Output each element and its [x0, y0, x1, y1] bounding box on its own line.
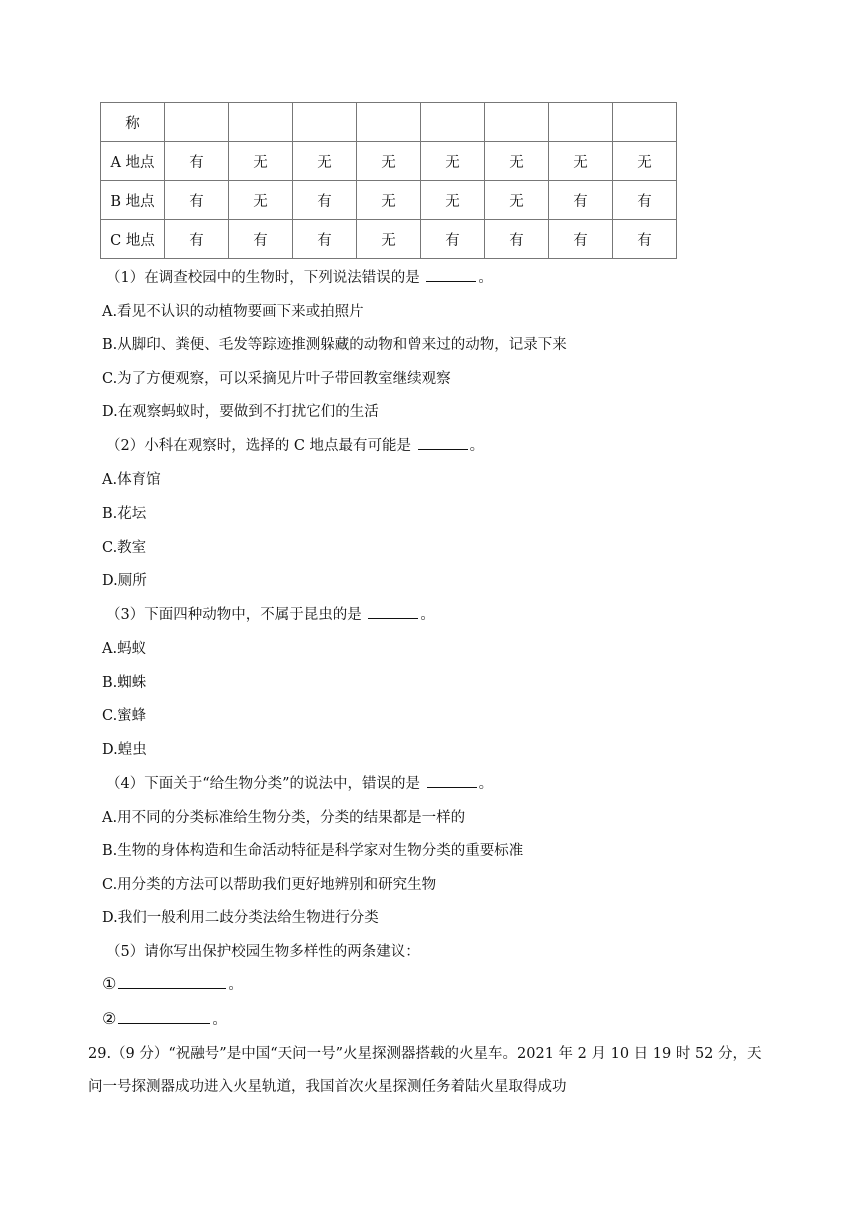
table-header-label: 称 [101, 103, 165, 142]
answer-blank[interactable] [426, 267, 476, 282]
table-cell: 有 [293, 181, 357, 220]
table-cell: 无 [613, 142, 677, 181]
answer-blank[interactable] [418, 435, 468, 450]
question-4-stem: （4）下面关于“给生物分类”的说法中，错误的是 。 [106, 772, 493, 793]
q1-option-b: B.从脚印、粪便、毛发等踪迹推测躲藏的动物和曾来过的动物，记录下来 [102, 337, 567, 353]
table-cell: 无 [485, 142, 549, 181]
table-cell: 有 [165, 181, 229, 220]
question-5-stem: （5）请你写出保护校园生物多样性的两条建议： [106, 944, 420, 960]
q1-option-d: D.在观察蚂蚁时，要做到不打扰它们的生活 [102, 404, 379, 420]
q3-option-a: A.蚂蚁 [102, 641, 147, 657]
question-1-stem: （1）在调查校园中的生物时，下列说法错误的是 。 [106, 266, 493, 287]
row-label: A 地点 [101, 142, 165, 181]
table-cell: 无 [229, 181, 293, 220]
q4-option-c: C.用分类的方法可以帮助我们更好地辨别和研究生物 [102, 877, 437, 893]
table-row [101, 220, 677, 259]
q1-option-a: A.看见不认识的动植物要画下来或拍照片 [102, 304, 364, 320]
question-2-stem: （2）小科在观察时，选择的 C 地点最有可能是 。 [106, 434, 484, 455]
question-3-stem: （3）下面四种动物中，不属于昆虫的是 。 [106, 603, 435, 624]
table-cell: 有 [485, 220, 549, 259]
q2-option-c: C.教室 [102, 540, 147, 556]
table-header-row [101, 103, 677, 142]
table-cell: 有 [293, 220, 357, 259]
q3-option-c: C.蜜蜂 [102, 708, 147, 724]
table-cell: 有 [549, 181, 613, 220]
q2-option-a: A.体育馆 [102, 472, 161, 488]
q5-suggestion-1: ① 。 [102, 974, 243, 993]
table-cell: 有 [613, 181, 677, 220]
answer-blank[interactable] [427, 773, 477, 788]
table-cell: 无 [229, 142, 293, 181]
table-cell: 无 [485, 181, 549, 220]
q5-suggestion-2: ② 。 [102, 1009, 227, 1028]
table-cell: 无 [357, 142, 421, 181]
observation-table [100, 102, 677, 259]
row-label: C 地点 [101, 220, 165, 259]
q3-option-d: D.蝗虫 [102, 742, 147, 758]
table-cell: 无 [421, 181, 485, 220]
table-cell: 有 [421, 220, 485, 259]
q4-option-a: A.用不同的分类标准给生物分类，分类的结果都是一样的 [102, 810, 466, 826]
table-cell: 有 [165, 142, 229, 181]
answer-blank[interactable] [118, 1009, 210, 1024]
table-cell: 无 [357, 220, 421, 259]
table-cell: 无 [421, 142, 485, 181]
question-29-text: 29.（9 分）“祝融号”是中国“天问一号”火星探测器搭载的火星车。2021 年 2 月 10 日 19 时 52 分，天问一号探测器成功进入火星轨道，我国首次火星探测任务着陆火星取得成功 [88, 1046, 762, 1095]
table-row [101, 181, 677, 220]
q2-option-b: B.花坛 [102, 506, 147, 522]
table-cell: 有 [229, 220, 293, 259]
row-label: B 地点 [101, 181, 165, 220]
table-cell: 有 [613, 220, 677, 259]
answer-blank[interactable] [118, 974, 226, 989]
table-cell: 无 [357, 181, 421, 220]
q4-option-d: D.我们一般利用二歧分类法给生物进行分类 [102, 910, 379, 926]
q2-option-d: D.厕所 [102, 573, 147, 589]
answer-blank[interactable] [368, 604, 418, 619]
table-row [101, 142, 677, 181]
table-cell: 无 [293, 142, 357, 181]
table-cell: 有 [165, 220, 229, 259]
table-cell: 无 [549, 142, 613, 181]
q4-option-b: B.生物的身体构造和生命活动特征是科学家对生物分类的重要标准 [102, 843, 524, 859]
table-cell: 有 [549, 220, 613, 259]
q3-option-b: B.蜘蛛 [102, 675, 147, 691]
q1-option-c: C.为了方便观察，可以采摘见片叶子带回教室继续观察 [102, 371, 451, 387]
